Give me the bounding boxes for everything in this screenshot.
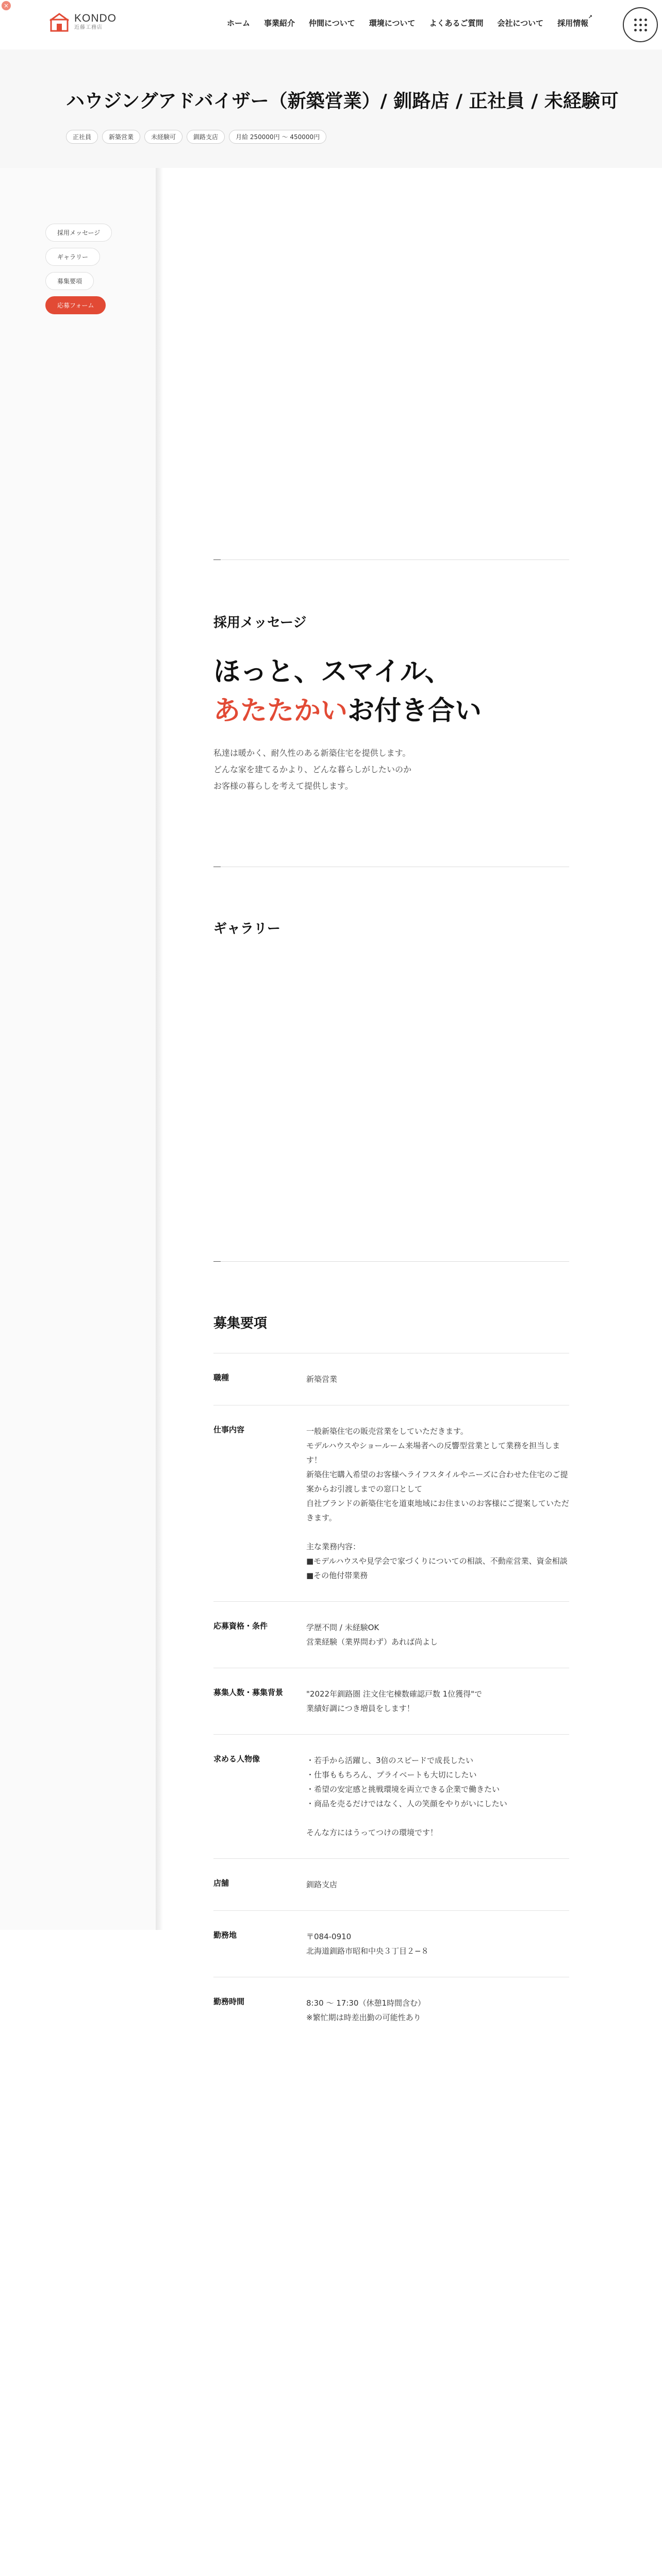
row-label: 応募資格・条件 (213, 1621, 268, 1631)
nav-faq[interactable]: よくあるご質問 (429, 19, 484, 28)
table-row (213, 1859, 569, 1911)
row-label: 勤務時間 (213, 1997, 245, 2006)
lead-line: 私達は暖かく、耐久性のある新築住宅を提供します。 (213, 748, 411, 758)
global-nav (227, 14, 593, 28)
logo-name: KONDO (74, 12, 117, 24)
house-logo-icon (49, 12, 69, 32)
row-label: 職種 (213, 1373, 229, 1382)
nav-members[interactable]: 仲間について (309, 19, 355, 28)
table-row (213, 1405, 569, 1602)
row-value: "2022年釧路圏 注文住宅棟数確認戸数 1位獲得"で 業績好調につき増員をします！ (306, 1689, 483, 1713)
catch-copy (213, 652, 482, 731)
side-link-message[interactable]: 採用メッセージ (45, 224, 112, 242)
job-tags (66, 130, 326, 144)
catch-rest: お付き合い (347, 696, 482, 726)
row-label: 店舗 (213, 1878, 229, 1888)
catch-line1: ほっと、スマイル、 (213, 656, 452, 687)
row-label: 勤務地 (213, 1930, 237, 1940)
sidebar-divider (156, 168, 163, 1930)
row-label: 求める人物像 (213, 1754, 260, 1764)
close-icon[interactable]: × (2, 1, 11, 10)
nav-recruit-label: 採用情報 (557, 19, 589, 28)
tag-employment-type: 正社員 (66, 130, 98, 144)
nav-company[interactable]: 会社について (497, 19, 544, 28)
tag-branch: 釧路支店 (187, 130, 225, 144)
section-nav (45, 224, 112, 314)
nav-business[interactable]: 事業紹介 (264, 19, 295, 28)
apply-form-button[interactable]: 応募フォーム (45, 296, 106, 314)
table-row (213, 1911, 569, 1977)
row-value: ・若手から活躍し、3倍のスピードで成長したい ・仕事ももちろん、プライベートも大切にしたい ・希望の安定感と挑戦環境を両立できる企業で働きたい ・商品を売るだけではなく、人の笑顔をやりがいにしたい そんな方にはうってつけの環境です！ (306, 1756, 507, 1837)
row-value: 〒084-0910 北海道釧路市昭和中央３丁目２−８ (306, 1932, 429, 1956)
table-row (213, 1735, 569, 1859)
message-heading: 採用メッセージ (213, 615, 307, 631)
page-title: ハウジングアドバイザー（新築営業）/ 釧路店 / 正社員 / 未経験可 (66, 91, 619, 112)
tag-job-category: 新築営業 (102, 130, 140, 144)
nav-recruit[interactable] (557, 14, 593, 28)
table-row (213, 1602, 569, 1668)
row-value: 釧路支店 (306, 1880, 338, 1889)
row-value: 8:30 〜 17:30（休憩1時間含む） ※繁忙期は時差出勤の可能性あり (306, 1998, 425, 2022)
logo[interactable] (49, 12, 117, 32)
site-header (0, 0, 662, 49)
catch-accent: あたたかい (213, 696, 348, 726)
sidebar (0, 168, 159, 1930)
nav-home[interactable]: ホーム (227, 19, 251, 28)
row-label: 仕事内容 (213, 1425, 245, 1434)
lead-line: お客様の暮らしを考えて提供します。 (213, 781, 353, 791)
lead-line: どんな家を建てるかより、どんな暮らしがしたいのか (213, 765, 412, 774)
row-value: 一般新築住宅の販売営業をしていただきます。 モデルハウスやショールーム来場者への反響型営業として業務を担当します！ 新築住宅購入希望のお客様へライフスタイルやニーズに合わせた住宅のご提案からお引渡しまでの窓口として 自社ブランドの新築住宅を道東地域にお住まいのお客様にご提案していただきます。 主な業務内容： ■モデルハウスや見学会で家づくりについての相談、不動産営業、資金相談 ■その他付帯業務 (306, 1427, 570, 1580)
requirements-table (213, 1353, 569, 2043)
tag-salary: 月給 250000円 〜 450000円 (229, 130, 326, 144)
table-row (213, 1353, 569, 1405)
message-lead (213, 745, 411, 794)
table-row (213, 1668, 569, 1735)
table-row (213, 1977, 569, 2044)
grid-dots-icon (634, 19, 647, 31)
page-hero (0, 49, 662, 168)
row-value: 学歴不問 / 未経験OK 営業経験（業界問わず）あれば尚よし (306, 1623, 438, 1647)
logo-subtitle: 近藤工務店 (74, 25, 103, 30)
tag-experience: 未経験可 (144, 130, 183, 144)
external-link-icon: ↗ (588, 14, 593, 20)
gallery-heading: ギャラリー (213, 921, 281, 937)
side-link-requirements[interactable]: 募集要項 (45, 272, 94, 290)
side-link-gallery[interactable]: ギャラリー (45, 248, 100, 266)
menu-button[interactable] (623, 7, 658, 42)
nav-environment[interactable]: 環境について (369, 19, 416, 28)
row-value: 新築営業 (306, 1375, 338, 1384)
row-label: 募集人数・募集背景 (213, 1688, 284, 1697)
section-divider (213, 1261, 569, 1262)
requirements-heading: 募集要項 (213, 1316, 268, 1331)
